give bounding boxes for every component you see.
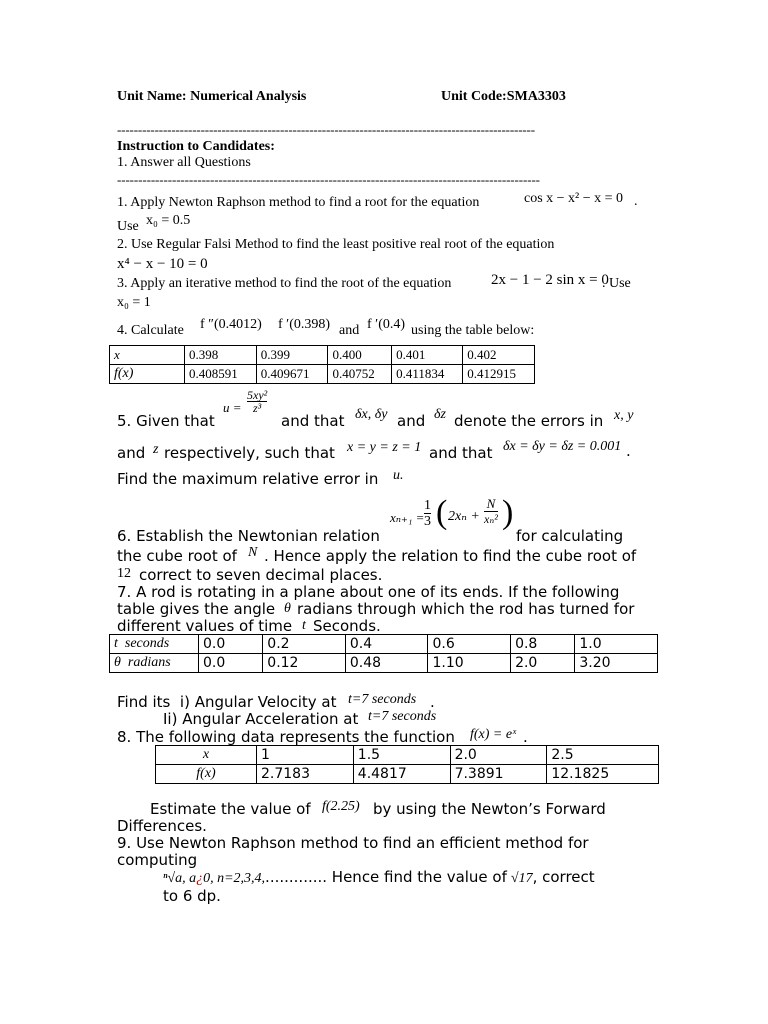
question-1-text: 1. Apply Newton Raphson method to find a root for the equation bbox=[117, 195, 480, 210]
table-cell: 1.10 bbox=[428, 654, 511, 673]
question-5-dxdy: δx, δy bbox=[355, 407, 388, 422]
question-5-u: u. bbox=[393, 468, 404, 483]
question-7-t: t bbox=[302, 618, 306, 633]
table-cell: 12.1825 bbox=[547, 765, 659, 784]
question-1-equation: cos x − x² − x = 0 bbox=[524, 191, 624, 206]
table-cell: t seconds bbox=[110, 635, 199, 654]
table-cell: 2.7183 bbox=[257, 765, 354, 784]
question-4-and: and bbox=[339, 323, 360, 338]
question-7-line2a: table gives the angle bbox=[117, 600, 276, 618]
separator-line: ---------------------------------------------------------------------------------------------------- bbox=[117, 122, 535, 137]
question-8-text: 8. The following data represents the function bbox=[117, 728, 455, 746]
question-6-relation: $\frac{1}{3}$ ( 2xₙ + $\frac{N}{\text{xₙ²}}$ ) bbox=[424, 494, 514, 531]
table-cell: 0.40752 bbox=[328, 365, 392, 384]
fraction-numerator: 5xy² bbox=[247, 388, 268, 402]
fraction-denominator: 3 bbox=[424, 514, 431, 529]
question-5-denote: denote the errors in bbox=[454, 412, 604, 430]
table-cell: 2.0 bbox=[450, 746, 547, 765]
table-cell: 0.402 bbox=[463, 346, 535, 365]
period: . bbox=[523, 728, 528, 746]
table-cell: 0.6 bbox=[428, 635, 511, 654]
table-cell: 0.2 bbox=[263, 635, 346, 654]
period: . bbox=[626, 442, 631, 460]
unit-code: Unit Code:SMA3303 bbox=[441, 89, 566, 104]
question-6-N: N bbox=[248, 545, 258, 560]
table-row bbox=[156, 765, 659, 784]
table-cell: 1 bbox=[257, 746, 354, 765]
question-3-use: . Use bbox=[602, 276, 631, 291]
table-cell: 7.3891 bbox=[450, 765, 547, 784]
question-9-sqrt17: √17 bbox=[510, 871, 533, 886]
question-7-line3a: different values of time bbox=[117, 617, 293, 635]
question-5-given: 5. Given that bbox=[117, 412, 215, 430]
question-5-dz: δz bbox=[434, 407, 446, 422]
question-5-fraction bbox=[247, 389, 267, 414]
question-7-line1: 7. A rod is rotating in a plane about one of its ends. If the following bbox=[117, 583, 620, 601]
table-row bbox=[110, 635, 658, 654]
question-7-table bbox=[109, 634, 658, 673]
question-5-u-eq: u = bbox=[223, 400, 242, 415]
question-8-table bbox=[155, 745, 659, 784]
table-cell: 1.5 bbox=[353, 746, 450, 765]
table-row bbox=[110, 346, 535, 365]
table-cell: 0.0 bbox=[199, 654, 263, 673]
question-7-theta: θ bbox=[284, 601, 291, 616]
question-5-and: and bbox=[397, 412, 426, 430]
question-5-xyz: x = y = z = 1 bbox=[347, 440, 422, 455]
table-cell: 0.401 bbox=[392, 346, 463, 365]
question-8-estimate-b: by using the Newton’s Forward bbox=[373, 800, 606, 818]
table-cell: 0.0 bbox=[199, 635, 263, 654]
table-cell: x bbox=[110, 346, 185, 365]
question-8-line2: Differences. bbox=[117, 817, 207, 835]
table-cell: 0.12 bbox=[263, 654, 346, 673]
fraction-denominator: xₙ² bbox=[484, 512, 498, 526]
question-6-line3: correct to seven decimal places. bbox=[139, 566, 383, 584]
fraction-numerator: 1 bbox=[424, 498, 431, 513]
question-8-func: f(x) = eˣ bbox=[470, 727, 517, 742]
question-9-root-a: ⁿ√a, a bbox=[163, 871, 197, 886]
fraction-denominator: z³ bbox=[247, 401, 267, 414]
question-6-line2a: the cube root of bbox=[117, 547, 237, 565]
question-8-f225: f(2.25) bbox=[322, 799, 360, 814]
question-7-t7-i: t=7 seconds bbox=[348, 692, 417, 707]
question-6-for-calc: for calculating bbox=[516, 527, 624, 545]
instructions-title: Instruction to Candidates: bbox=[117, 139, 275, 154]
question-9-symbol: ¿ bbox=[196, 871, 204, 886]
table-cell: 0.408591 bbox=[185, 365, 257, 384]
question-4-table bbox=[109, 345, 535, 384]
table-cell: f(x) bbox=[156, 765, 257, 784]
table-cell: 4.4817 bbox=[353, 765, 450, 784]
question-5-z: z bbox=[153, 442, 159, 457]
question-7-find-ii: Ii) Angular Acceleration at bbox=[163, 710, 359, 728]
table-cell: 0.48 bbox=[345, 654, 428, 673]
table-cell: x bbox=[156, 746, 257, 765]
question-1-use: Use bbox=[117, 219, 139, 234]
question-6-lhs: xₙ₊₁ = bbox=[390, 510, 425, 525]
question-1-initial: x₀ = 0.5 bbox=[146, 213, 191, 228]
table-cell: 0.412915 bbox=[463, 365, 535, 384]
table-cell: θ radians bbox=[110, 654, 199, 673]
table-cell: 3.20 bbox=[575, 654, 658, 673]
question-3-text: 3. Apply an iterative method to find the root of the equation bbox=[117, 276, 452, 291]
table-cell: 0.411834 bbox=[392, 365, 463, 384]
table-row bbox=[110, 654, 658, 673]
question-4-calculate: 4. Calculate bbox=[117, 323, 184, 338]
question-9-line2: computing bbox=[117, 851, 198, 869]
question-3-equation: 2x − 1 − 2 sin x = 0 bbox=[491, 272, 609, 288]
question-9-cond: 0, n=2,3,4, bbox=[203, 871, 266, 886]
question-9-correct: , correct bbox=[532, 868, 595, 886]
question-7-line2b: radians through which the rod has turned for bbox=[297, 600, 635, 618]
question-6-twelve: 12 bbox=[117, 566, 131, 581]
separator-line: ---------------------------------------------------------------------------------------------------- bbox=[117, 172, 540, 187]
question-3-initial: x₀ = 1 bbox=[117, 295, 151, 310]
table-cell: 0.398 bbox=[185, 346, 257, 365]
question-5-find: Find the maximum relative error in bbox=[117, 470, 379, 488]
question-4-f-derivative-04: f ′(0.4) bbox=[367, 317, 406, 332]
table-cell: f(x) bbox=[110, 365, 185, 384]
table-row bbox=[156, 746, 659, 765]
question-5-and-that: and that bbox=[281, 412, 345, 430]
question-9-line3 bbox=[163, 868, 595, 887]
question-6-two-xn: 2xₙ + bbox=[448, 509, 480, 524]
question-4-tail: using the table below: bbox=[411, 323, 535, 338]
question-5-and-line2: and bbox=[117, 444, 146, 462]
question-9-dots: ............. Hence find the value of bbox=[265, 868, 507, 886]
question-9-line1: 9. Use Newton Raphson method to find an efficient method for bbox=[117, 834, 589, 852]
unit-name: Unit Name: Numerical Analysis bbox=[117, 89, 307, 104]
question-6-line2b: . Hence apply the relation to find the cube root of bbox=[264, 547, 637, 565]
question-4-f-second-derivative: f ″(0.4012) bbox=[200, 317, 262, 332]
question-5-respectively: respectively, such that bbox=[164, 444, 335, 462]
table-cell: 0.399 bbox=[256, 346, 328, 365]
question-9-line4: to 6 dp. bbox=[163, 887, 221, 905]
question-4-f-first-derivative: f ′(0.398) bbox=[278, 317, 331, 332]
question-6-establish: 6. Establish the Newtonian relation bbox=[117, 527, 380, 545]
table-cell: 2.5 bbox=[547, 746, 659, 765]
table-cell: 2.0 bbox=[511, 654, 575, 673]
table-cell: 0.400 bbox=[328, 346, 392, 365]
question-7-t7-ii: t=7 seconds bbox=[368, 709, 437, 724]
table-cell: 0.8 bbox=[511, 635, 575, 654]
table-row bbox=[110, 365, 535, 384]
question-2-equation: x⁴ − x − 10 = 0 bbox=[117, 256, 208, 272]
question-2-text: 2. Use Regular Falsi Method to find the least positive real root of the equation bbox=[117, 237, 555, 252]
question-5-xy: x, y bbox=[614, 408, 634, 423]
table-cell: 0.409671 bbox=[256, 365, 328, 384]
period: . bbox=[430, 693, 435, 711]
period: . bbox=[634, 194, 638, 209]
fraction-numerator: N bbox=[486, 496, 496, 511]
question-7-find-i: Find its i) Angular Velocity at bbox=[117, 693, 337, 711]
instructions-item: 1. Answer all Questions bbox=[117, 155, 251, 170]
question-5-and-that-2: and that bbox=[429, 444, 493, 462]
table-cell: 1.0 bbox=[575, 635, 658, 654]
question-8-estimate-a: Estimate the value of bbox=[150, 800, 311, 818]
question-7-line3b: Seconds. bbox=[313, 617, 381, 635]
table-cell: 0.4 bbox=[345, 635, 428, 654]
question-5-deltas: δx = δy = δz = 0.001 bbox=[503, 439, 622, 454]
